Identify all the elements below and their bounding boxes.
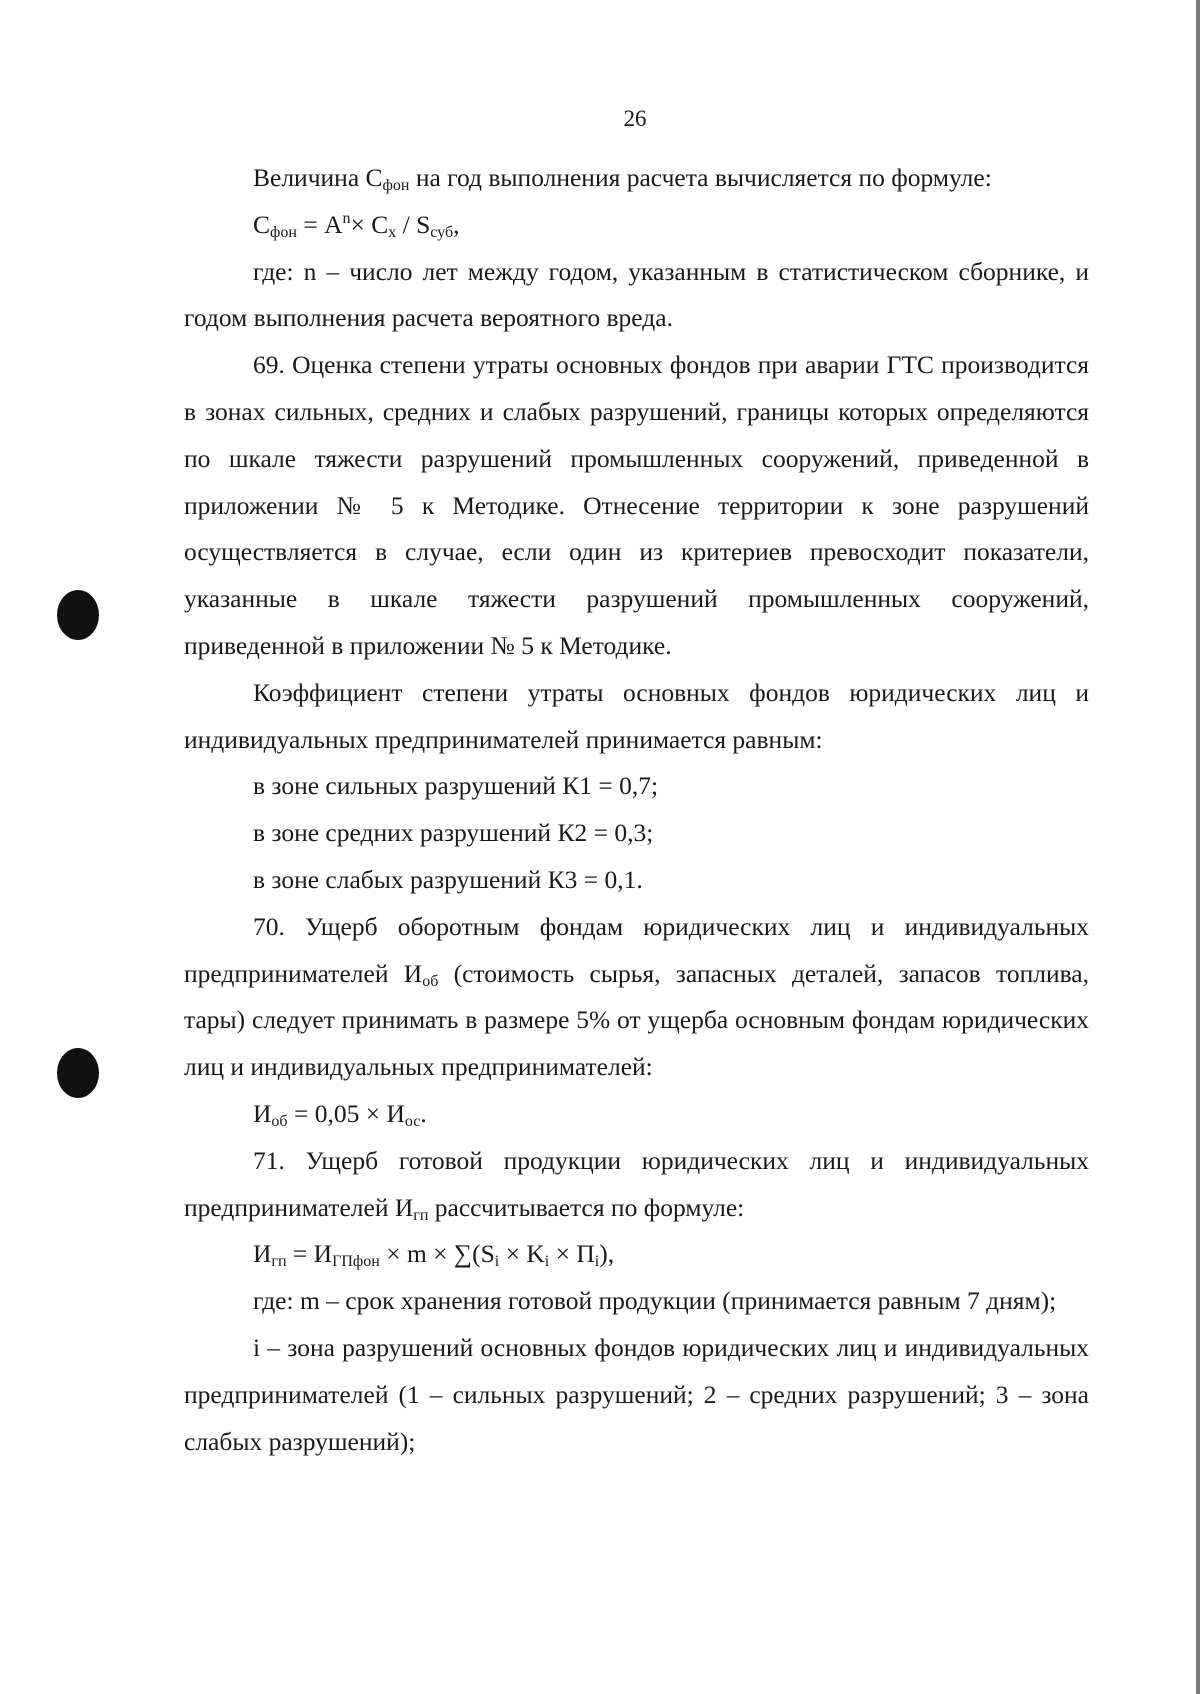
coefficient-k1: в зоне сильных разрушений К1 = 0,7; <box>253 771 659 801</box>
formula-finished-products: $И_{гп} = И_{ГПфон} \times m \times \sum(S_i \times K_i \times П_i)$, <box>253 1239 615 1271</box>
paragraph-where-m: где: m – срок хранения готовой продукции (принимается равным 7 дням); <box>253 1286 1057 1316</box>
page-number: 26 <box>623 106 647 131</box>
paragraph-70: 70. Ущерб оборотным фондам юридических лиц и индивидуальных предпринимателей $И_{об}$ (стоимость сырья, запасных деталей, запасов топлива, тары) следует принимать в размере 5% от ущерба основным фондам юридических лиц и индивидуальных предпринимателей: <box>184 911 1089 1082</box>
coefficient-k2: в зоне средних разрушений К2 = 0,3; <box>253 818 654 848</box>
formula-background: $С_{фон} = А^n\times С_x / S_{суб}$, <box>253 209 460 241</box>
paragraph-where-i: i – зона разрушений основных фондов юридических лиц и индивидуальных предпринимателей (1 – сильных разрушений; 2 – средних разрушений; 3 – зона слабых разрушений); <box>184 1332 1089 1456</box>
paragraph-69: 69. Оценка степени утраты основных фондов при аварии ГТС производится в зонах сильных, средних и слабых разрушений, границы которых определяются по шкале тяжести разрушений промышленных сооружений, приведенной в приложении № 5 к Методике. Отнесение территории к зоне разрушений осуществляется в случае, если один из критериев превосходит показатели, указанные в шкале тяжести разрушений промышленных сооружений, приведенной в приложении № 5 к Методике. <box>184 350 1089 660</box>
paragraph-background-value: Величина $С_{фон}$ на год выполнения расчета вычисляется по формуле: <box>253 163 992 194</box>
paragraph-71: 71. Ущерб готовой продукции юридических лиц и индивидуальных предпринимателей $И_{гп}$ рассчитывается по формуле: <box>184 1145 1089 1224</box>
coefficient-k3: в зоне слабых разрушений К3 = 0,1. <box>253 864 643 894</box>
formula-working-capital: $И_{об} = 0,05 \times И_{ос}$. <box>253 1098 427 1130</box>
punch-hole-top <box>57 590 99 640</box>
paragraph-coefficient: Коэффициент степени утраты основных фондов юридических лиц и индивидуальных предпринимателей принимается равным: <box>184 677 1089 754</box>
document-body <box>184 155 1089 1465</box>
paragraph-where-n: где: n – число лет между годом, указанным в статистическом сборнике, и годом выполнения расчета вероятного вреда. <box>184 256 1089 333</box>
punch-hole-bottom <box>57 1048 99 1098</box>
page-edge <box>1196 0 1200 1694</box>
